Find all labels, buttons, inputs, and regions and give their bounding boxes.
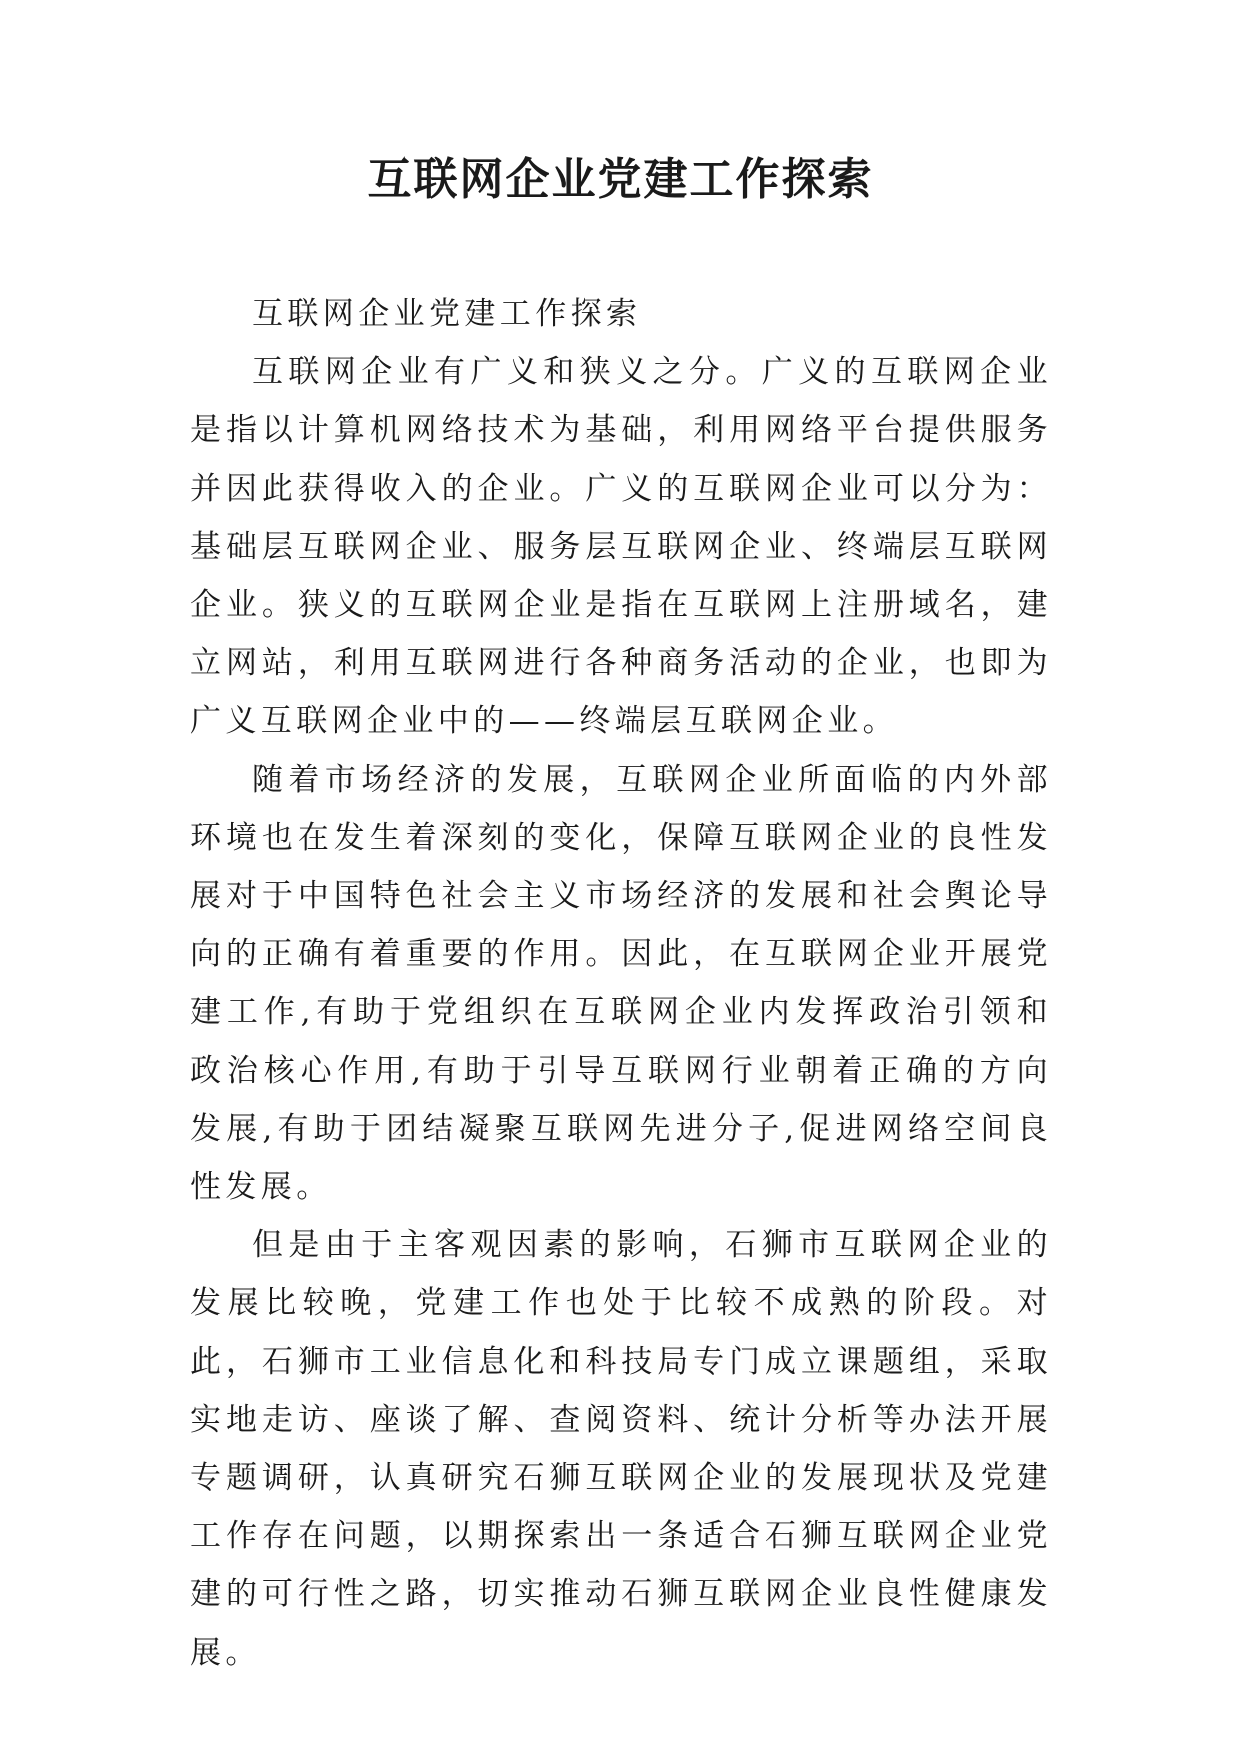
paragraph: 随着市场经济的发展，互联网企业所面临的内外部环境也在发生着深刻的变化，保障互联网企业的良性发展对于中国特色社会主义市场经济的发展和社会舆论导向的正确有着重要的作用。因此，在互联网企业开展党建工作,有助于党组织在互联网企业内发挥政治引领和政治核心作用,有助于引导互联网行业朝着正确的方向发展,有助于团结凝聚互联网先进分子,促进网络空间良性发展。 xyxy=(190,761,1052,1206)
paragraph: 但是由于主客观因素的影响，石狮市互联网企业的发展比较晚，党建工作也处于比较不成熟的阶段。对此，石狮市工业信息化和科技局专门成立课题组，采取实地走访、座谈了解、查阅资料、统计分析等办法开展专题调研，认真研究石狮互联网企业的发展现状及党建工作存在问题，以期探索出一条适合石狮互联网企业党建的可行性之路，切实推动石狮互联网企业良性健康发展。 xyxy=(190,1227,1052,1671)
paragraph: 互联网企业有广义和狭义之分。广义的互联网企业是指以计算机网络技术为基础，利用网络平台提供服务并因此获得收入的企业。广义的互联网企业可以分为：基础层互联网企业、服务层互联网企业、终端层互联网企业。狭义的互联网企业是指在互联网上注册域名，建立网站，利用互联网进行各种商务活动的企业，也即为广义互联网企业中的——终端层互联网企业。 xyxy=(190,354,1052,740)
document-body xyxy=(190,285,1052,1682)
document-title: 互联网企业党建工作探索 xyxy=(367,154,874,205)
paragraph-subtitle: 互联网企业党建工作探索 xyxy=(252,296,642,332)
